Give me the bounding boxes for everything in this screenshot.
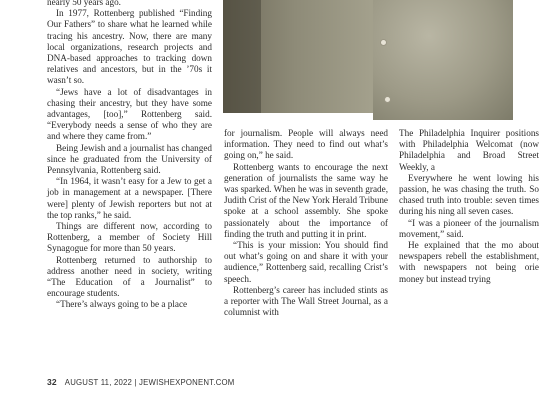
paragraph: “This is your mission: You should find out what’s going on and share it with your audience,” Rottenberg said, recalling Crist’s speech. bbox=[224, 240, 388, 284]
photo-shadow bbox=[223, 0, 261, 113]
paragraph: Being Jewish and a journalist has changed since he graduated from the University of Pennsylvania, Rottenberg said. bbox=[47, 142, 212, 176]
paragraph: Rottenberg’s career has included stints as a reporter with The Wall Street Journal, as a columnist with bbox=[224, 284, 388, 318]
paragraph: Things are different now, according to Rottenberg, a member of Society Hill Synagogue for more than 50 years. bbox=[47, 221, 212, 254]
paragraph: for journalism. People will always need information. They need to find out what’s going on,” he said. bbox=[224, 128, 388, 161]
paragraph: “I was a pioneer of the journalism movement,” said. bbox=[399, 217, 539, 239]
photo-shirt bbox=[373, 0, 513, 120]
shirt-button-icon bbox=[384, 96, 391, 103]
footer-text: AUGUST 11, 2022 | JEWISHEXPONENT.COM bbox=[64, 378, 235, 387]
paragraph: Everywhere he went lowing his passion, he was chasing the truth. So chased truth into trouble: seven times during his ning all seven cases. bbox=[399, 172, 539, 217]
paragraph: In 1977, Rottenberg published “Finding Our Fathers” to share what he learned while tracing his ancestry. Now, there are many local organizations, research projects and DNA-based approaches to tracking down relatives and ancestors, but in the ’70s it wasn’t so. bbox=[47, 8, 212, 86]
paragraph: The Philadelphia Inquirer positions with Philadelphia Welcomat (now Philadelphia and Broad Street Weekly, a bbox=[399, 128, 539, 172]
paragraph: nearly 50 years ago. bbox=[47, 0, 121, 7]
article-column-3 bbox=[399, 128, 539, 285]
article-column-1 bbox=[47, 0, 212, 311]
page-footer bbox=[47, 377, 234, 387]
article-photo bbox=[223, 0, 512, 113]
paragraph: Rottenberg returned to authorship to address another need in society, writing “The Education of a Journalist” to encourage students. bbox=[47, 254, 212, 299]
paragraph: “There’s always going to be a place bbox=[56, 299, 188, 310]
paragraph: Rottenberg wants to encourage the next generation of journalists the same way he was sparked. When he was in seventh grade, Judith Crist of the New York Herald Tribune spoke at a school assembly. She spoke passionately about the importance of finding the truth and putting it in print. bbox=[224, 161, 388, 239]
paragraph: He explained that the mo about newspapers rebell the establishment, with newspapers not being orie money but instead trying bbox=[399, 240, 539, 284]
paragraph: “Jews have a lot of disadvantages in chasing their ancestry, but they have some advantages, [too],” Rottenberg said. “Everybody needs a sense of who they are and where they came from.” bbox=[47, 86, 212, 142]
paragraph: “In 1964, it wasn’t easy for a Jew to get a job in management at a newspaper. [There were] plenty of Jewish reporters but not at the top ranks,” he said. bbox=[47, 176, 212, 220]
shirt-button-icon bbox=[380, 39, 387, 46]
page-number: 32 bbox=[47, 377, 57, 387]
article-column-2 bbox=[224, 128, 388, 318]
